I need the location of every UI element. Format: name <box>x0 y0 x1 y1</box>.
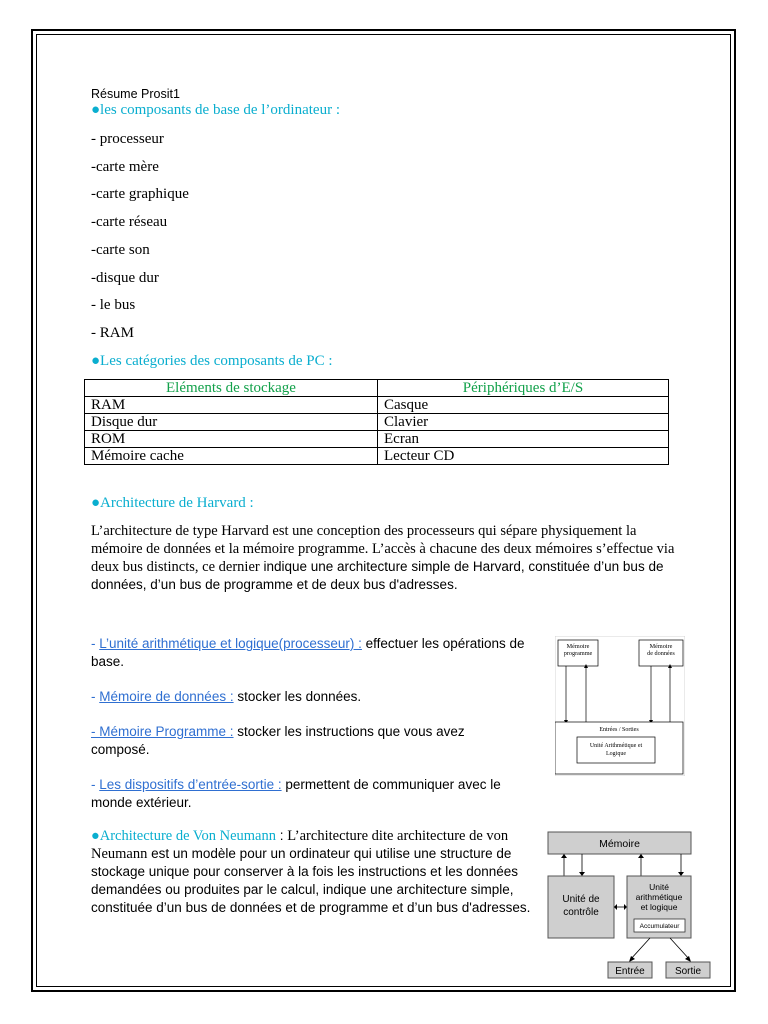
categories-heading: ●Les catégories des composants de PC : <box>91 353 333 369</box>
memory-program-label: Mémoire <box>566 643 590 650</box>
arrow-icon <box>561 854 567 858</box>
accumulator-label: Accumulateur <box>639 923 680 930</box>
input-label: Entrée <box>615 966 645 977</box>
categories-table <box>84 379 669 465</box>
bus-line <box>630 938 650 960</box>
table-row <box>85 448 669 465</box>
table-row <box>85 431 669 448</box>
table-row <box>85 397 669 414</box>
vonneumann-paragraph-sans: est un modèle pour un ordinateur qui utilise une structure de stockage unique pour conserver à la fois les instructions et les données demandées ou produites par le calcul, indique une architecture simple, constituée d’un bus de données et de programme et d’un bus d'adresses. <box>91 846 531 915</box>
def-term-link[interactable]: - Mémoire Programme : <box>91 724 234 739</box>
def-term-link[interactable]: Les dispositifs d’entrée-sortie : <box>99 777 282 792</box>
harvard-diagram <box>555 636 685 776</box>
arrow-icon <box>638 854 644 858</box>
def-prefix: - <box>91 689 100 704</box>
control-unit-label: contrôle <box>563 907 599 918</box>
table-cell: RAM <box>85 397 378 414</box>
arrow-icon <box>678 872 684 876</box>
arrow-icon <box>579 872 585 876</box>
vonneumann-heading: ●Architecture de Von Neumann <box>91 828 276 844</box>
component-item: - RAM <box>91 325 134 341</box>
component-item: - processeur <box>91 131 164 147</box>
alu-box <box>577 737 655 763</box>
component-item: - le bus <box>91 297 136 313</box>
harvard-def <box>91 776 541 812</box>
memory-data-label: de données <box>647 650 675 657</box>
def-prefix: - <box>91 777 100 792</box>
io-label: Entrées / Sorties <box>599 727 639 733</box>
def-term-link[interactable]: L’unité arithmétique et logique(processeur) : <box>99 636 362 651</box>
def-prefix: - <box>91 636 100 651</box>
components-heading: ●les composants de base de l’ordinateur : <box>91 102 340 118</box>
arrow-icon <box>685 956 691 962</box>
arrow-icon <box>629 956 635 962</box>
alu-label: et logique <box>640 902 678 912</box>
def-term-link[interactable]: Mémoire de données : <box>99 689 234 704</box>
document-title: Résume Prosit1 <box>91 87 180 101</box>
output-label: Sortie <box>674 966 702 977</box>
table-cell: Lecteur CD <box>378 448 669 465</box>
table-cell: Casque <box>378 397 669 414</box>
component-item: -carte mère <box>91 159 159 175</box>
vonneumann-paragraph-serif: L’architecture dite architecture de von Neumann <box>91 828 509 862</box>
def-desc: effectuer les opérations de base. <box>91 636 525 669</box>
component-item: -disque dur <box>91 270 159 286</box>
vonneumann-paragraph <box>91 827 531 917</box>
component-item: -carte son <box>91 242 150 258</box>
alu-label: Logique <box>606 751 626 757</box>
control-unit-label: Unité de <box>562 894 600 905</box>
table-row <box>85 414 669 431</box>
column-header: Périphériques d’E/S <box>378 380 669 397</box>
component-item: -carte graphique <box>91 186 189 202</box>
memory-program-label: programme <box>563 650 593 657</box>
harvard-paragraph-sans: indique une architecture simple de Harvard, constituée d’un bus de données, d’un bus de programme et de deux bus d'adresses. <box>91 559 664 592</box>
table-cell: Ecran <box>378 431 669 448</box>
table-cell: ROM <box>85 431 378 448</box>
def-desc: stocker les instructions que vous avez composé. <box>91 724 465 757</box>
memory-label: Mémoire <box>599 838 640 850</box>
def-desc: stocker les données. <box>233 689 362 704</box>
memory-data-label: Mémoire <box>649 643 673 650</box>
table-cell: Disque dur <box>85 414 378 431</box>
table-cell: Clavier <box>378 414 669 431</box>
table-header-row <box>85 380 669 397</box>
harvard-paragraph-serif: L’architecture de type Harvard est une conception des processeurs qui sépare physiquement la mémoire de données et la mémoire programme. L’accès à chacune des deux mémoires s’effectue via deux bus distincts, ce dernier <box>91 523 675 575</box>
harvard-def <box>91 688 541 706</box>
component-item: -carte réseau <box>91 214 168 230</box>
alu-label: arithmétique <box>635 892 683 902</box>
harvard-def <box>91 635 541 671</box>
column-header: Eléments de stockage <box>85 380 378 397</box>
def-desc: permettent de communiquer avec le monde extérieur. <box>91 777 501 810</box>
vonneumann-diagram <box>545 830 715 980</box>
harvard-heading: ●Architecture de Harvard : <box>91 495 254 511</box>
bus-line <box>670 938 690 960</box>
table-cell: Mémoire cache <box>85 448 378 465</box>
alu-label: Unité <box>649 882 669 892</box>
harvard-def <box>91 723 511 759</box>
vonneumann-colon: : <box>276 828 288 843</box>
alu-label: Unité Arithmétique et <box>589 743 643 749</box>
harvard-paragraph <box>91 522 691 594</box>
